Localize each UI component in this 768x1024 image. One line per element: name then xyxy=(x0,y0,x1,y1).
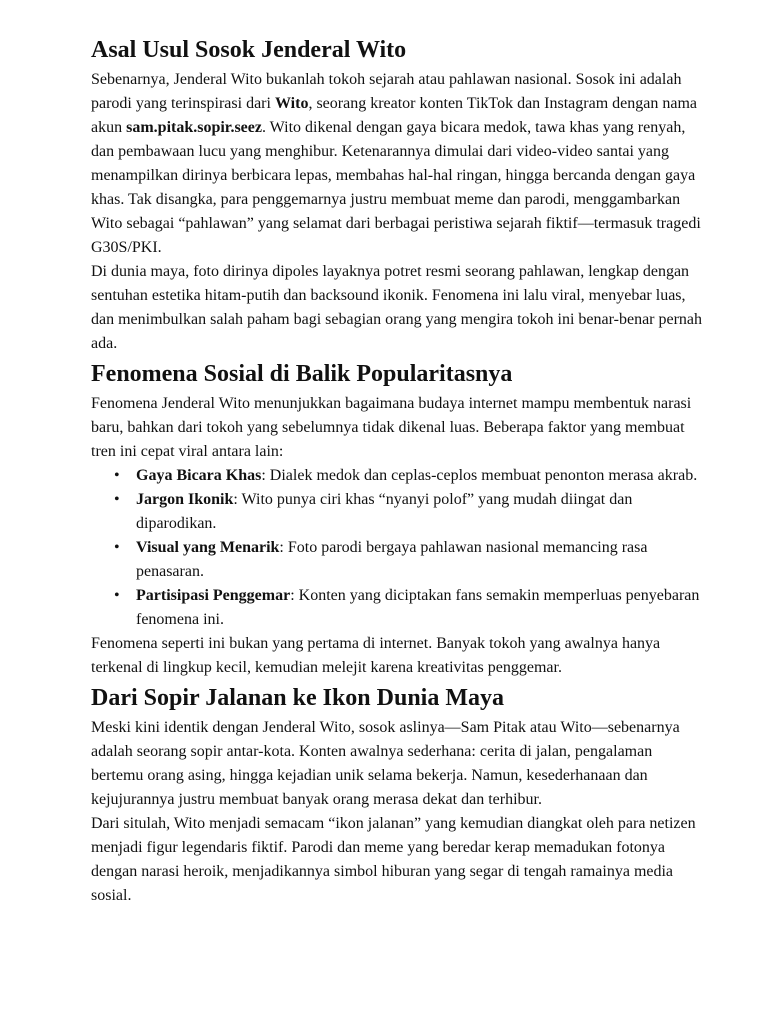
list-item-term: Visual yang Menarik xyxy=(136,539,280,556)
paragraph xyxy=(91,68,708,260)
section-fenomena-sosial xyxy=(91,357,708,680)
list-item xyxy=(114,488,708,536)
account-name: sam.pitak.sopir.seez xyxy=(126,119,262,136)
paragraph: Dari situlah, Wito menjadi semacam “ikon jalanan” yang kemudian diangkat oleh para netizen menjadi figur legendaris fiktif. Parodi dan meme yang beredar kerap memadukan fotonya dengan narasi heroik, menjadikannya simbol hiburan yang segar di tengah ramainya media sosial. xyxy=(91,815,696,904)
section-heading: Asal Usul Sosok Jenderal Wito xyxy=(91,37,407,63)
bullet-icon: • xyxy=(114,467,120,484)
section-heading: Dari Sopir Jalanan ke Ikon Dunia Maya xyxy=(91,685,504,711)
bullet-icon: • xyxy=(114,491,120,508)
list-item-desc: : Wito punya ciri khas “nyanyi polof” yang mudah diingat dan diparodikan. xyxy=(136,491,633,532)
factor-list xyxy=(91,464,708,632)
paragraph: Meski kini identik dengan Jenderal Wito, sosok aslinya—Sam Pitak atau Wito—sebenarnya adalah seorang sopir antar-kota. Konten awalnya sederhana: cerita di jalan, pengalaman bertemu orang asing, hingga kejadian unik selama bekerja. Namun, kesederhanaan dan kejujurannya justru membuat banyak orang merasa dekat dan terhibur. xyxy=(91,719,680,808)
paragraph: Fenomena seperti ini bukan yang pertama di internet. Banyak tokoh yang awalnya hanya terkenal di lingkup kecil, kemudian melejit karena kreativitas penggemar. xyxy=(91,635,661,676)
paragraph-text: Sebenarnya, Jenderal Wito bukanlah tokoh sejarah atau pahlawan nasional. Sosok ini adalah parodi yang terinspirasi dari xyxy=(91,71,682,112)
list-item-desc: : Dialek medok dan ceplas-ceplos membuat penonton merasa akrab. xyxy=(261,467,698,484)
bullet-icon: • xyxy=(114,587,120,604)
list-item-desc: : Konten yang diciptakan fans semakin memperluas penyebaran fenomena ini. xyxy=(136,587,700,628)
list-item-term: Jargon Ikonik xyxy=(136,491,234,508)
list-item-desc: : Foto parodi bergaya pahlawan nasional memancing rasa penasaran. xyxy=(136,539,648,580)
section-heading: Fenomena Sosial di Balik Popularitasnya xyxy=(91,361,513,387)
section-asal-usul xyxy=(91,33,708,356)
paragraph: Di dunia maya, foto dirinya dipoles layaknya potret resmi seorang pahlawan, lengkap dengan sentuhan estetika hitam-putih dan backsound ikonik. Fenomena ini lalu viral, menyebar luas, dan menimbulkan salah paham bagi sebagian orang yang mengira tokoh ini benar-benar pernah ada. xyxy=(91,263,703,352)
list-item xyxy=(114,584,708,632)
bold-text: Wito xyxy=(274,95,309,112)
list-item-term: Gaya Bicara Khas xyxy=(136,467,262,484)
paragraph-text: . Wito dikenal dengan gaya bicara medok, tawa khas yang renyah, dan pembawaan lucu yang menghibur. Ketenarannya dimulai dari video-video santai yang menampilkan dirinya berbicara lepas, membahas hal-hal ringan, hingga bercanda dengan gaya khas. Tak disangka, para penggemarnya justru membuat meme dan parodi, menggambarkan Wito sebagai “pahlawan” yang selamat dari berbagai peristiwa sejarah fiktif—termasuk tragedi G30S/PKI. xyxy=(91,119,701,256)
list-item xyxy=(114,464,708,488)
paragraph: Fenomena Jenderal Wito menunjukkan bagaimana budaya internet mampu membentuk narasi baru, bahkan dari tokoh yang sebelumnya tidak dikenal luas. Beberapa faktor yang membuat tren ini cepat viral antara lain: xyxy=(91,395,692,460)
bullet-icon: • xyxy=(114,539,120,556)
list-item xyxy=(114,536,708,584)
list-item-term: Partisipasi Penggemar xyxy=(136,587,291,604)
section-sopir-jalanan xyxy=(91,681,708,908)
paragraph-text: , seorang kreator konten TikTok dan Instagram dengan nama akun xyxy=(91,95,697,136)
